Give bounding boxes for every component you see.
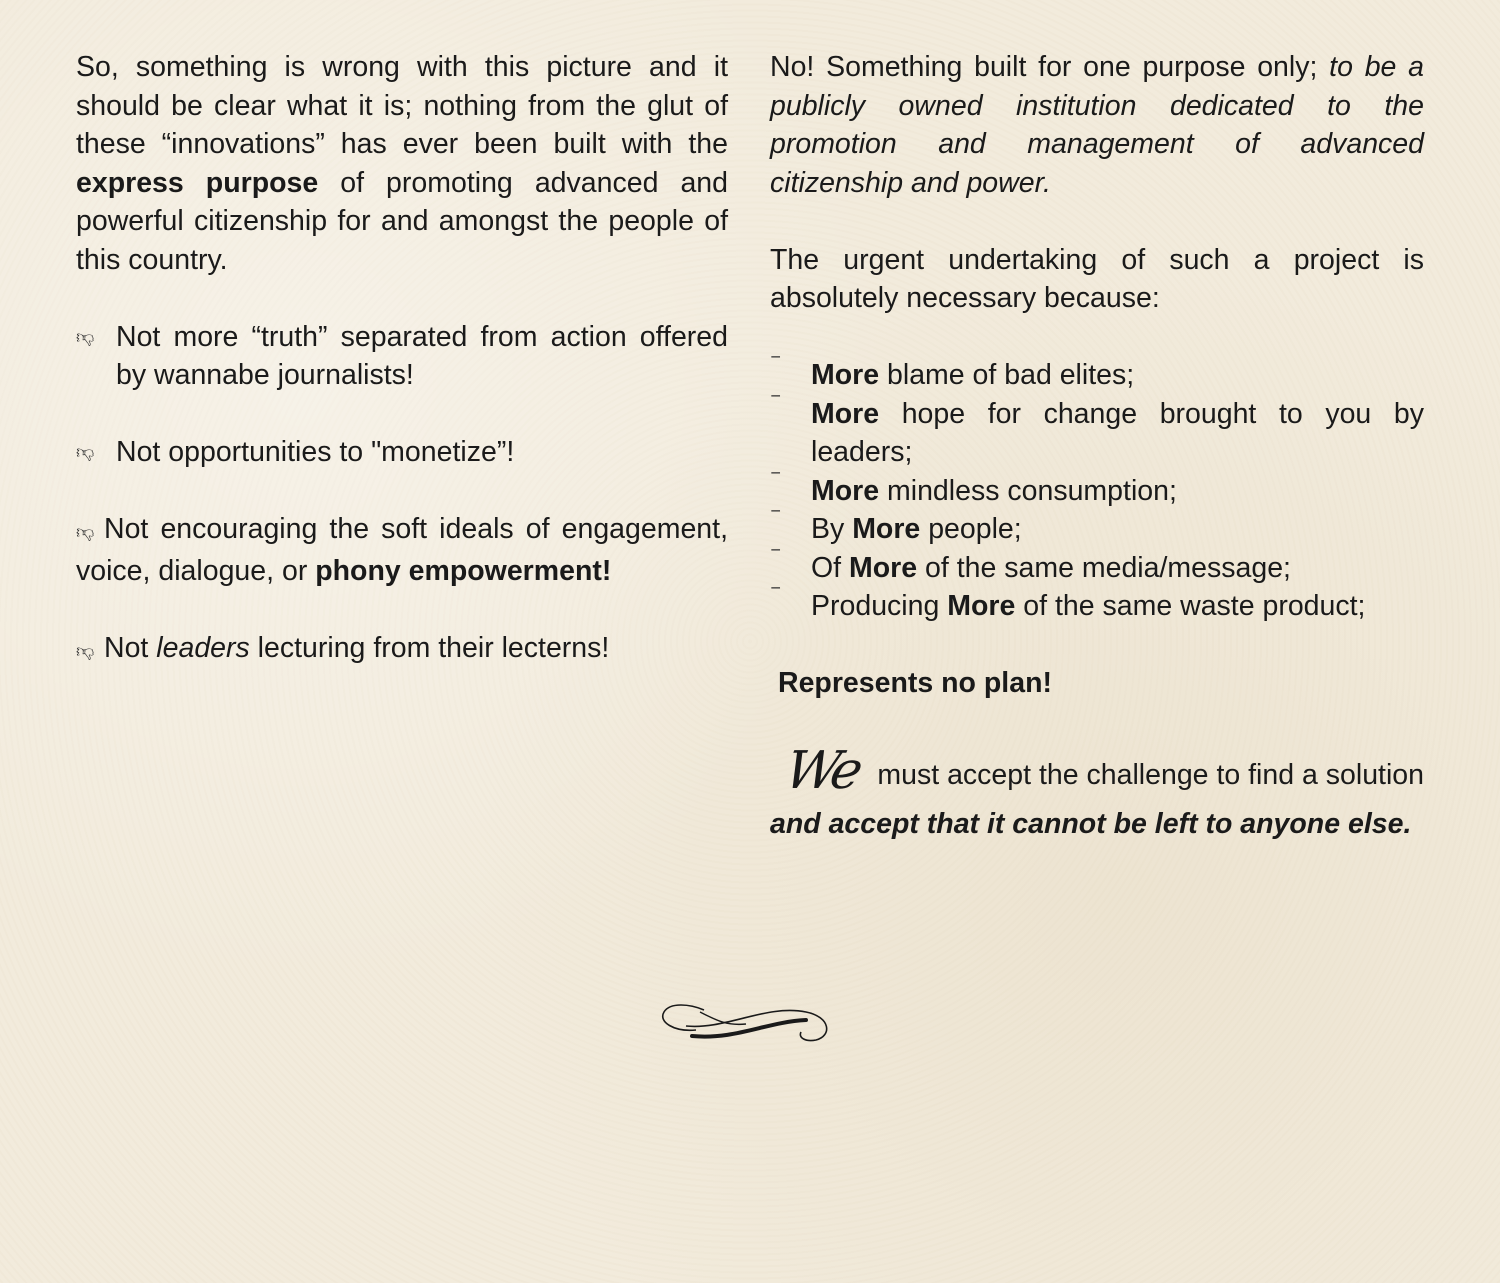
bullet-leaders	[76, 629, 728, 671]
bullet-truth	[76, 318, 728, 395]
dash-icon: ‾	[772, 546, 780, 572]
dash-icon: ‾	[772, 469, 780, 495]
intro-text: So, something is wrong with this picture and it should be clear what it is; nothing from the glut of these “innovations” has ever been built with the	[76, 51, 728, 160]
challenge-line	[770, 725, 1424, 801]
intro-paragraph	[76, 48, 728, 279]
dash-icon: ‾	[772, 354, 780, 379]
left-column	[76, 48, 728, 670]
thumbs-down-icon: 👎︎	[76, 442, 95, 462]
dash-icon: ‾	[772, 585, 780, 610]
flourish-ornament	[656, 996, 844, 1052]
bullet-engagement	[76, 510, 728, 590]
dash-icon: ‾	[772, 508, 780, 533]
thumbs-down-icon: 👎︎	[76, 326, 95, 347]
list-item: ‾ More hope for change brought to you by leaders;	[770, 395, 1424, 472]
bullet-text: Not opportunities to "monetize”!	[116, 436, 515, 468]
right-column	[770, 48, 1424, 843]
we-script-word: We	[779, 740, 865, 801]
purpose-paragraph	[770, 48, 1424, 202]
no-plan-heading: Represents no plan!	[778, 667, 1052, 699]
bullet-text: Not	[104, 631, 157, 664]
list-item: ‾ Of More of the same media/message;	[770, 549, 1424, 588]
list-item: ‾ By More people;	[770, 510, 1424, 549]
dash-icon: ‾	[772, 392, 780, 418]
thumbs-down-icon: 👎︎	[76, 640, 95, 661]
intro-bold-text: express purpose	[76, 166, 319, 199]
bullet-text: Not more “truth” separated from action offered by wannabe journalists!	[116, 320, 728, 391]
bullet-text: Not encouraging the soft ideals of engagement, voice, dialogue, or	[76, 513, 728, 587]
thumbs-down-icon: 👎︎	[76, 522, 95, 542]
urgent-paragraph: The urgent undertaking of such a project is absolutely necessary because:	[770, 243, 1424, 314]
bullet-text-end: lecturing from their lecterns!	[249, 631, 610, 664]
more-list	[770, 356, 1424, 626]
purpose-text: No! Something built for one purpose only;	[770, 51, 1330, 83]
challenge-text: must accept the challenge to find a solution	[877, 759, 1424, 791]
list-item: ‾ More blame of bad elites;	[770, 356, 1424, 395]
final-statement: and accept that it cannot be left to anyone else.	[770, 807, 1412, 840]
bullet-italic-text: leaders	[156, 631, 250, 664]
purpose-italic-text: to be a publicly owned institution dedicated to the promotion and management of advanced citizenship and power.	[770, 51, 1424, 199]
list-item: ‾ More mindless consumption;	[770, 472, 1424, 511]
intro-text-end: of promoting advanced and powerful citizenship for and amongst the people of this country.	[76, 166, 728, 276]
bullet-bold-text: phony empowerment!	[315, 554, 612, 587]
bullet-monetize	[76, 433, 728, 472]
list-item: ‾ Producing More of the same waste product;	[770, 587, 1424, 626]
